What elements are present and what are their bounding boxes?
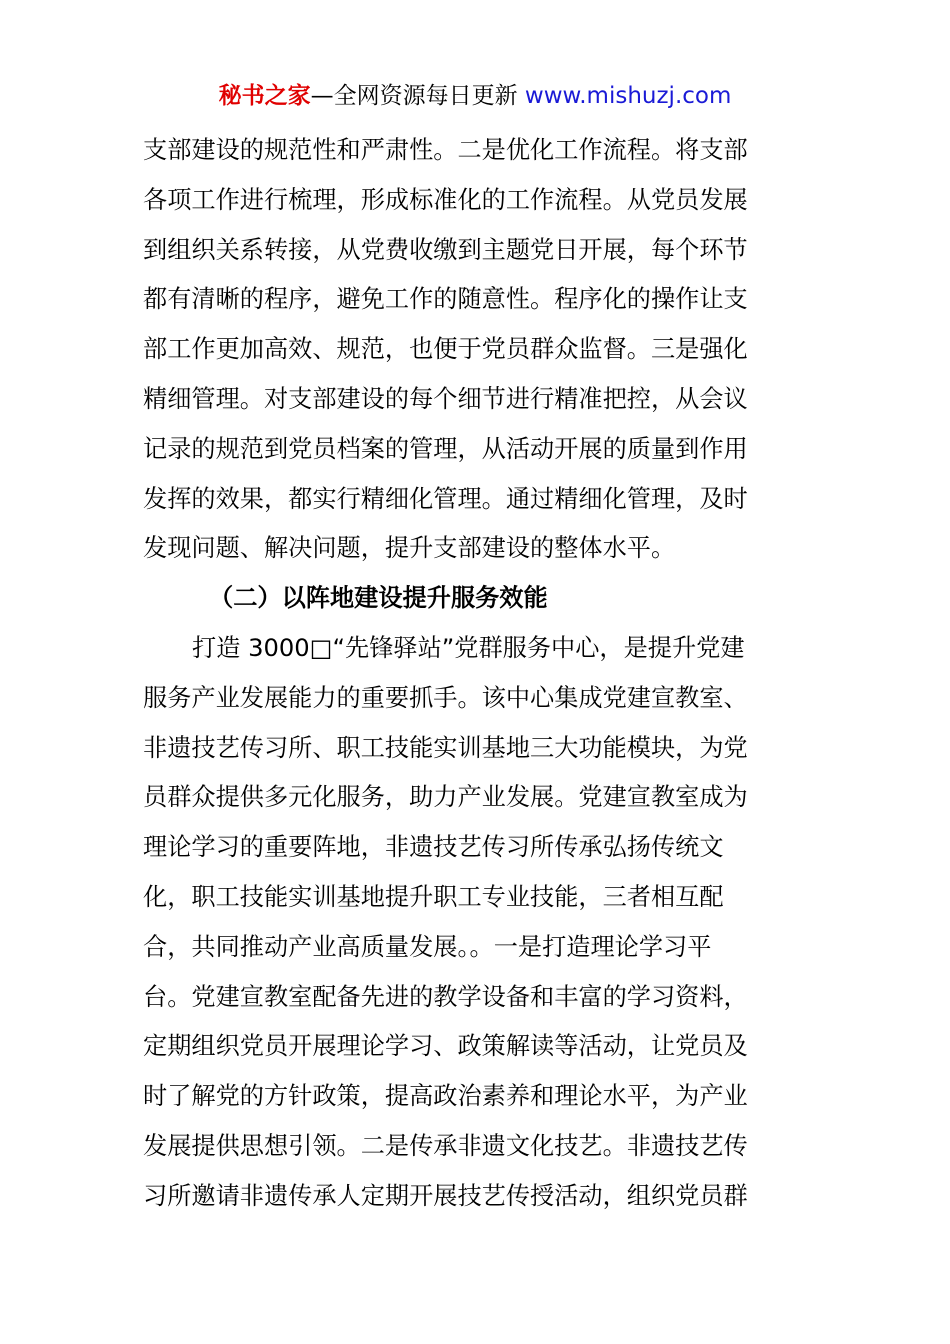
text-line: 合，共同推动产业高质量发展。。一是打造理论学习平 (143, 932, 712, 961)
header-tagline: —全网资源每日更新 (310, 83, 525, 109)
header-brand: 秘书之家 (218, 83, 311, 109)
text-line: 记录的规范到党员档案的管理，从活动开展的质量到作用 (143, 434, 748, 463)
text-line: 发挥的效果，都实行精细化管理。通过精细化管理，及时 (143, 484, 748, 513)
text-line: 都有清晰的程序，避免工作的随意性。程序化的操作让支 (143, 285, 748, 314)
text-line: 习所邀请非遗传承人定期开展技艺传授活动，组织党员群 (143, 1181, 748, 1210)
text-line: 定期组织党员开展理论学习、政策解读等活动，让党员及 (143, 1032, 748, 1061)
text-line: 理论学习的重要阵地，非遗技艺传习所传承弘扬传统文 (143, 833, 724, 862)
text-line: 化，职工技能实训基地提升职工专业技能，三者相互配 (143, 882, 724, 911)
text-line: 发现问题、解决问题，提升支部建设的整体水平。 (143, 534, 676, 563)
text-line: 精细管理。对支部建设的每个细节进行精准把控，从会议 (143, 384, 748, 413)
text-line: 服务产业发展能力的重要抓手。该中心集成党建宣教室、 (143, 683, 748, 712)
text-line: 非遗技艺传习所、职工技能实训基地三大功能模块，为党 (143, 733, 748, 762)
document-body (143, 126, 811, 1222)
paragraph-first-line: 打造 3000□“先锋驿站”党群服务中心，是提升党建 (192, 633, 745, 662)
text-line: 时了解党的方针政策，提高政治素养和理论水平，为产业 (143, 1082, 748, 1111)
text-line: 部工作更加高效、规范，也便于党员群众监督。三是强化 (143, 335, 748, 364)
text-line: 到组织关系转接，从党费收缴到主题党日开展，每个环节 (143, 235, 748, 264)
text-line: 支部建设的规范性和严肃性。二是优化工作流程。将支部 (143, 136, 748, 164)
text-line: 台。党建宣教室配备先进的教学设备和丰富的学习资料， (143, 982, 748, 1011)
text-line: 员群众提供多元化服务，助力产业发展。党建宣教室成为 (143, 783, 748, 812)
text-line: 发展提供思想引领。二是传承非遗文化技艺。非遗技艺传 (143, 1131, 748, 1160)
section-heading: （二）以阵地建设提升服务效能 (209, 584, 548, 613)
text-line: 各项工作进行梳理，形成标准化的工作流程。从党员发展 (143, 185, 748, 214)
header-url[interactable]: www.mishuzj.com (524, 83, 732, 109)
page-header (0, 78, 950, 114)
